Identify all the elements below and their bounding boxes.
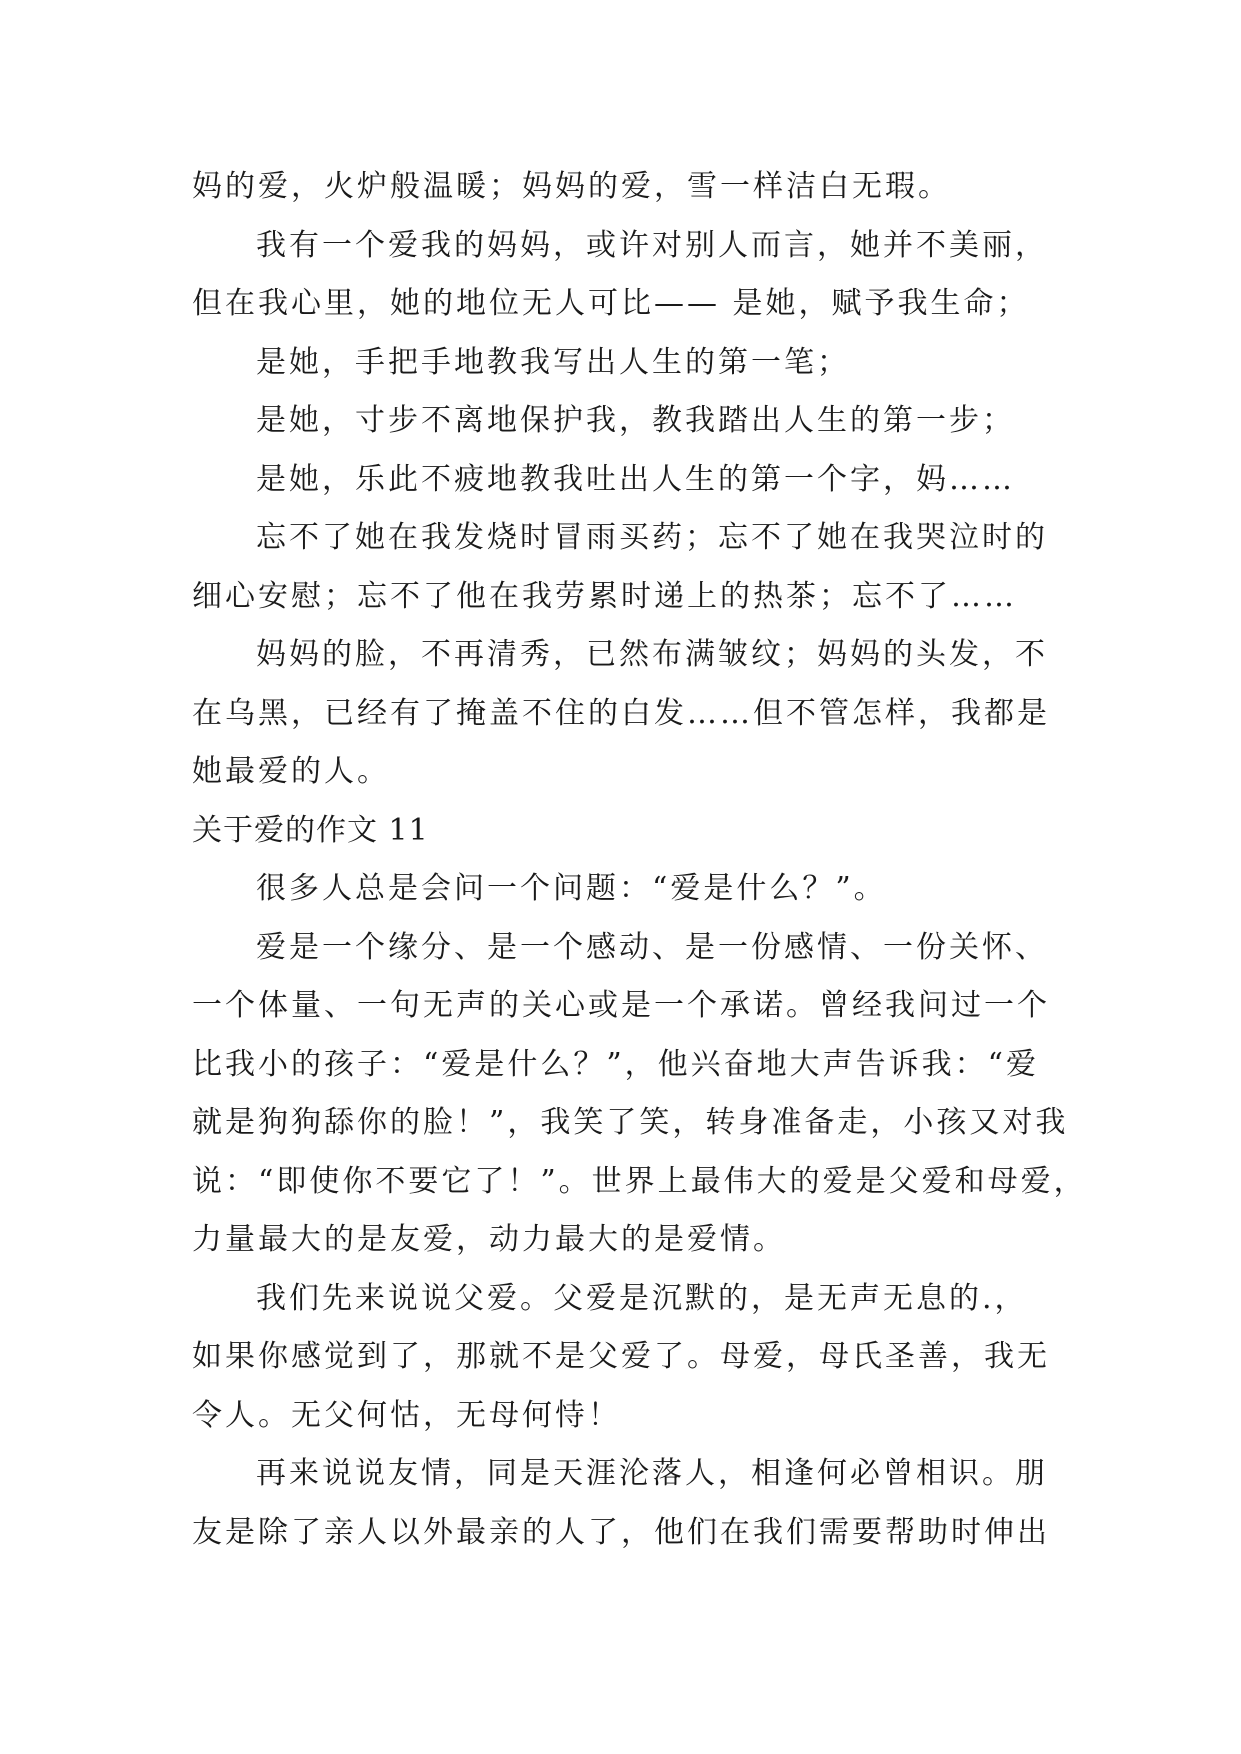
text-line: 力量最大的是友爱，动力最大的是爱情。 [192, 1222, 786, 1257]
text-line: 我们先来说说父爱。父爱是沉默的，是无声无息的.， [256, 1280, 1028, 1316]
essay-body [192, 158, 1087, 1562]
text-line: 在乌黑，已经有了掩盖不住的白发……但不管怎样，我都是 [192, 695, 1050, 731]
section-heading: 关于爱的作文 11 [192, 812, 429, 848]
text-line: 比我小的孩子：“爱是什么？”，他兴奋地大声告诉我：“爱 [192, 1046, 1040, 1082]
text-line: 友是除了亲人以外最亲的人了，他们在我们需要帮助时伸出 [192, 1514, 1050, 1550]
text-line: 就是狗狗舔你的脸！”，我笑了笑，转身准备走，小孩又对我 [192, 1105, 1069, 1140]
text-line: 是她，手把手地教我写出人生的第一笔； [256, 344, 850, 380]
text-line: 但在我心里，她的地位无人可比—— 是她，赋予我生命； [192, 286, 1030, 321]
text-line: 再来说说友情，同是天涯沦落人，相逢何必曾相识。朋 [256, 1456, 1048, 1491]
text-line: 很多人总是会问一个问题：“爱是什么？”。 [256, 871, 887, 906]
text-line: 她最爱的人。 [192, 754, 390, 789]
text-line: 如果你感觉到了，那就不是父爱了。母爱，母氏圣善，我无 [192, 1339, 1050, 1374]
text-line: 是她，寸步不离地保护我，教我踏出人生的第一步； [256, 403, 1015, 438]
text-line: 我有一个爱我的妈妈，或许对别人而言，她并不美丽， [256, 227, 1048, 263]
text-line: 令人。无父何怙，无母何恃！ [192, 1397, 621, 1433]
text-line: 细心安慰；忘不了他在我劳累时递上的热茶；忘不了…… [192, 578, 1017, 614]
text-line: 妈的爱，火炉般温暖；妈妈的爱，雪一样洁白无瑕。 [192, 169, 951, 204]
text-line: 妈妈的脸，不再清秀，已然布满皱纹；妈妈的头发，不 [256, 637, 1048, 672]
text-line: 一个体量、一句无声的关心或是一个承诺。曾经我问过一个 [192, 988, 1050, 1023]
text-line: 爱是一个缘分、是一个感动、是一份感情、一份关怀、 [256, 929, 1048, 965]
text-line: 是她，乐此不疲地教我吐出人生的第一个字，妈…… [256, 461, 1015, 497]
text-line: 忘不了她在我发烧时冒雨买药；忘不了她在我哭泣时的 [256, 520, 1048, 555]
text-line: 说：“即使你不要它了！”。世界上最伟大的爱是父爱和母爱， [192, 1163, 1087, 1199]
